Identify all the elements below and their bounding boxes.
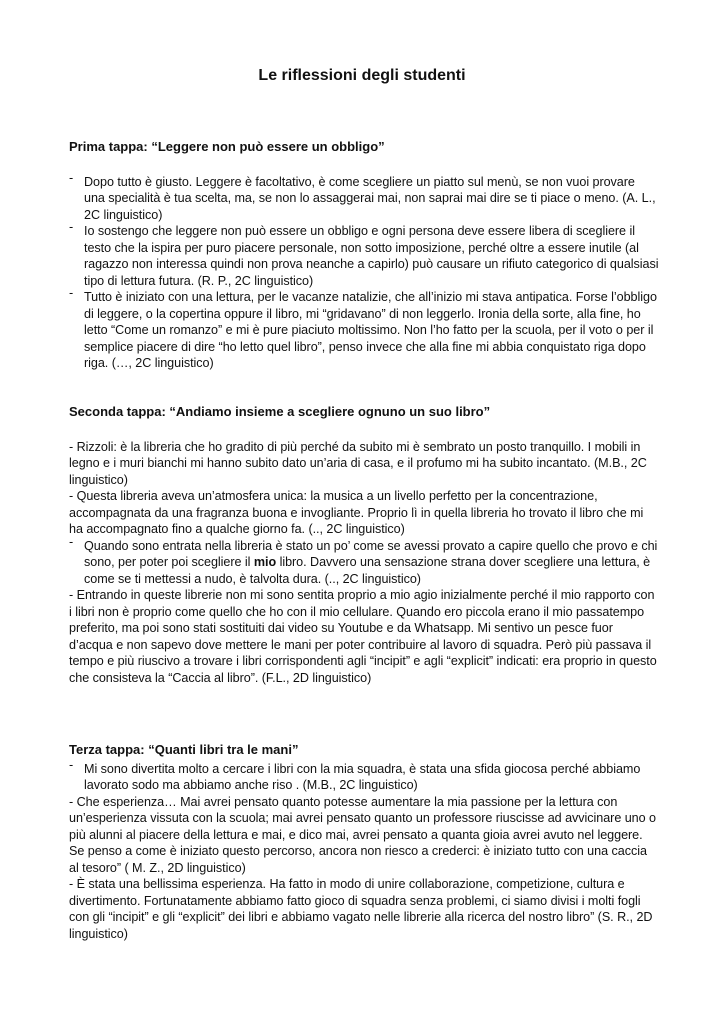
section-heading: Terza tappa: “Quanti libri tra le mani”: [69, 742, 299, 757]
list-item-text: Mi sono divertita molto a cercare i libri con la mia squadra, è stata una sfida giocosa perché abbiamo lavorato sodo ma abbiamo anche riso . (M.B., 2C linguistico): [84, 761, 641, 792]
document-title: Le riflessioni degli studenti: [258, 67, 466, 84]
list-marker: -: [69, 220, 74, 234]
list-item-text: Tutto è iniziato con una lettura, per le vacanze natalizie, che all’inizio mi stava antipatica. Forse l’obbligo di leggere, o la copertina oppure il libro, mi “gridavano” di non leggerlo. Ironia della sorte, alla fine, ho letto “Come un romanzo” e mi è pure piaciuto moltissimo. Non l’ho fatto per la scuola, per il voto o per il semplice piacere di dire “ho letto quel libro”, penso invece che alla fine mi abbia conquistato riga dopo riga. (…, 2C linguistico): [84, 290, 657, 370]
list-item: [69, 534, 659, 588]
section-terza-tappa: [69, 742, 659, 942]
list-item: [69, 170, 659, 224]
paragraph: - Rizzoli: è la libreria che ho gradito di più perché da subito mi è sembrato un posto tranquillo. I mobili in legno e i muri bianchi mi hanno subito dato un’aria di casa, e il profumo mi ha subito incantato. (M.B., 2C linguistico): [69, 439, 647, 487]
list-item: [69, 757, 659, 794]
list-marker: -: [69, 286, 74, 300]
list-item-text-before: Quando sono entrata nella libreria è stato un po’ come se avessi provato a capire quello che provo e chi sono, per poter poi scegliere il: [84, 538, 658, 569]
list-item-text: Dopo tutto è giusto. Leggere è facoltativo, è come scegliere un piatto sul menù, se non vuoi provare una specialità è tua scelta, ma, se non lo assaggerai mai, non saprai mai dire se ti piace o meno. (A. L., 2C linguistico): [84, 174, 656, 222]
section-heading: Seconda tappa: “Andiamo insieme a scegliere ognuno un suo libro”: [69, 404, 491, 419]
paragraph: - Entrando in queste librerie non mi sono sentita proprio a mio agio inizialmente perché il mio rapporto con i libri non è proprio come quello che ho con il mio cellulare. Quando ero piccola erano il mio passatempo preferito, ma poi sono stati sostituiti dai video su Youtube e da Whatsapp. Mi sentivo un pesce fuor d’acqua e non sapevo dove mettere le mani per poter contribuire al lavoro di squadra. Però più passava il tempo e più riuscivo a trovare i libri corrispondenti agli “incipit” e agli “explicit” indicati: era proprio in questo che consisteva la “Caccia al libro”. (F.L., 2D linguistico): [69, 588, 657, 685]
list-item-text: Io sostengo che leggere non può essere un obbligo e ogni persona deve essere libera di scegliere il testo che la ispira per puro piacere personale, non sotto imposizione, perché oltre a essere inutile (al ragazzo non interessa quindi non prova neanche a capirlo) può causare un rifiuto categorico di qualsiasi tipo di lettura futura. (R. P., 2C linguistico): [84, 224, 659, 288]
list-item-text-after: libro. Davvero una sensazione strana dover scegliere una lettura, è come se ti mettessi a nudo, è talvolta dura. (.., 2C linguistico): [84, 555, 651, 586]
section-prima-tappa: [69, 139, 659, 372]
paragraph: - Che esperienza… Mai avrei pensato quanto potesse aumentare la mia passione per la lettura con un’esperienza vissuta con la scuola; mai avrei pensato quanto un professore riuscisse ad avvicinare uno o più alunni al piacere della lettura e mai, e dico mai, avrei pensato a quanta gioia avrei avuto nel leggere. Se penso a come è iniziato questo percorso, ancora non riesco a crederci: è iniziato tutto con una caccia al tesoro” ( M. Z., 2D linguistico): [69, 794, 656, 875]
list-marker: -: [69, 534, 74, 549]
list-item-emphasis: mio: [253, 555, 277, 569]
list-item: [69, 286, 659, 372]
list-marker: -: [69, 170, 74, 185]
paragraph: - È stata una bellissima esperienza. Ha fatto in modo di unire collaborazione, competizione, cultura e divertimento. Fortunatamente abbiamo fatto gioco di squadra senza problemi, ci siamo divisi i molti fogli con gli “incipit” e gli “explicit” dei libri e abbiamo vagato nelle librerie alla ricerca del nostro libro” (S. R., 2D linguistico): [69, 877, 653, 941]
section-heading: Prima tappa: “Leggere non può essere un obbligo”: [69, 139, 385, 154]
list-marker: -: [69, 757, 74, 772]
paragraph: - Questa libreria aveva un’atmosfera unica: la musica a un livello perfetto per la concentrazione, accompagnata da una fragranza buona e invogliante. Proprio lì in quella libreria ho trovato il libro che mi ha accompagnato fino a qualche giorno fa. (.., 2C linguistico): [69, 489, 644, 536]
section-seconda-tappa: [69, 404, 659, 686]
list-item: [69, 220, 659, 289]
